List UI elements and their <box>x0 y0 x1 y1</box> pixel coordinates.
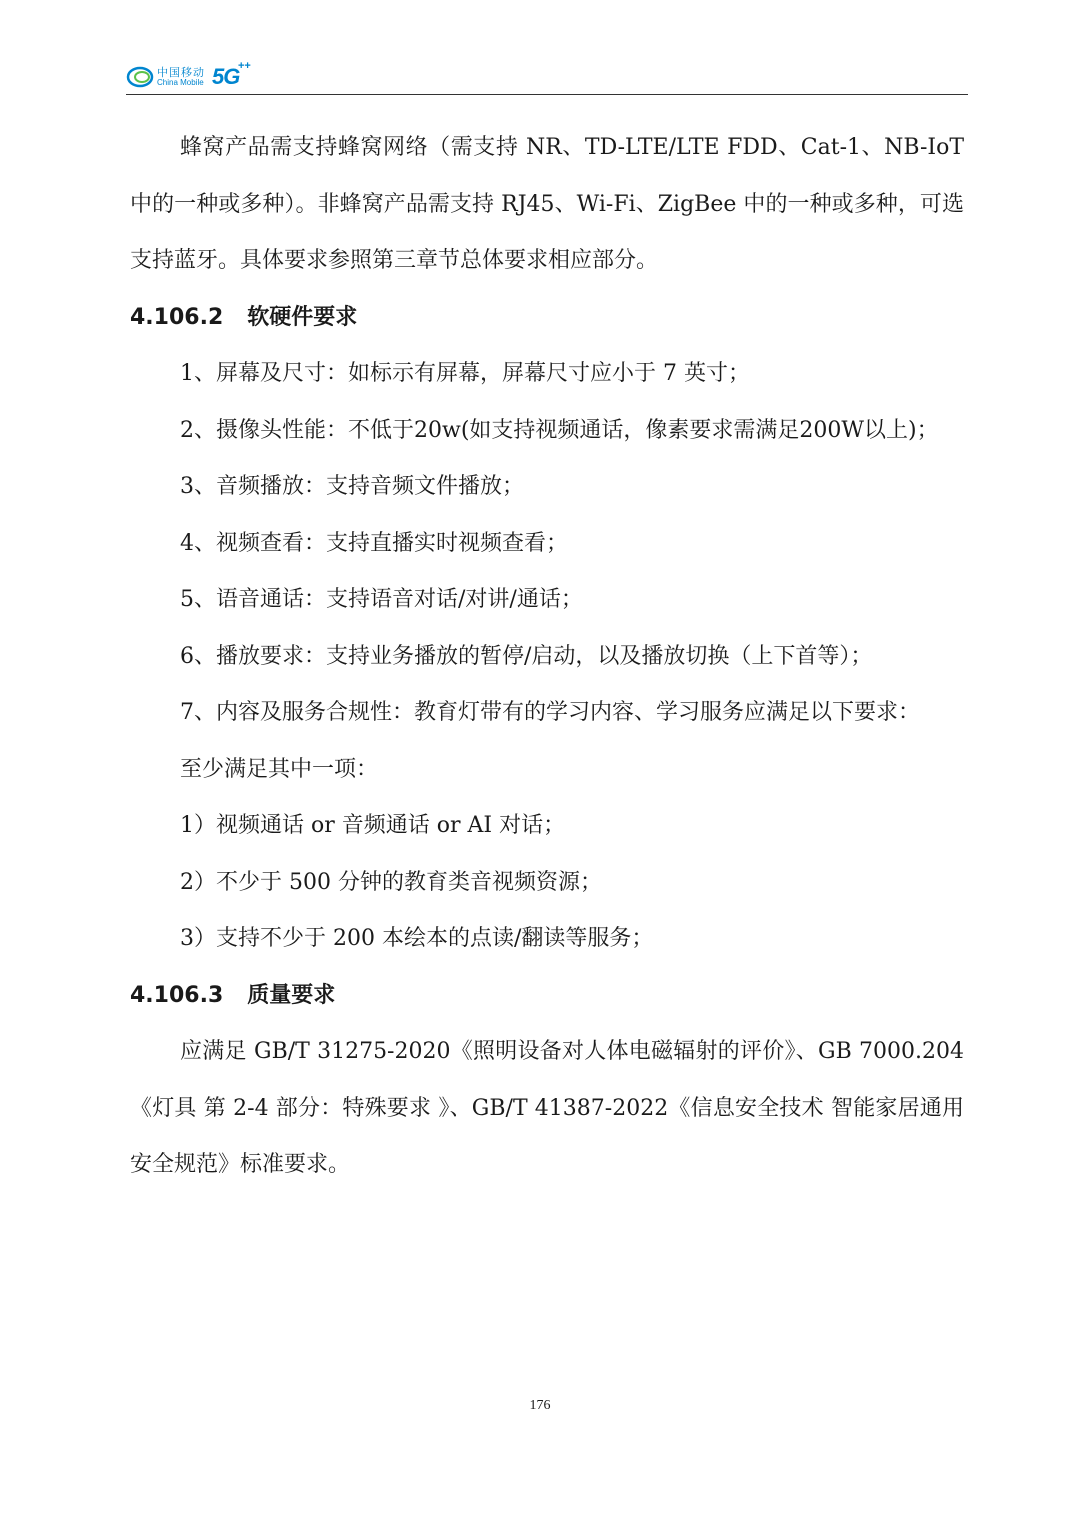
sub-requirement-item: 1）视频通话 or 音频通话 or AI 对话； <box>180 813 566 838</box>
requirement-item: 4、视频查看：支持直播实时视频查看； <box>180 530 568 556</box>
page-number: 176 <box>529 1398 551 1413</box>
section-title: 软硬件要求 <box>247 304 358 330</box>
requirement-item: 1、屏幕及尺寸：如标示有屏幕，屏幕尺寸应小于 7 英寸； <box>180 361 750 386</box>
logo-english-text: China Mobile <box>157 78 204 87</box>
requirement-item: 3、音频播放：支持音频文件播放； <box>180 474 524 499</box>
china-mobile-logo-icon <box>126 62 156 92</box>
logo-chinese-text: 中国移动 <box>157 66 205 79</box>
sub-requirement-item: 2）不少于 500 分钟的教育类音视频资源； <box>180 869 602 895</box>
section-heading-software-hardware <box>130 290 964 347</box>
requirement-item: 2、摄像头性能：不低于20w(如支持视频通话，像素要求需满足200W以上)； <box>180 417 939 443</box>
intro-paragraph: 蜂窝产品需支持蜂窝网络（需支持 NR、TD-LTE/LTE FDD、Cat-1、NB-IoT 中的一种或多种）。非蜂窝产品需支持 RJ45、Wi-Fi、ZigBee 中的一种或多种，可选支持蓝牙。具体要求参照第三章节总体要求相应部分。 <box>130 135 964 273</box>
section-number: 4.106.3 <box>130 982 224 1008</box>
quality-paragraph: 应满足 GB/T 31275-2020《照明设备对人体电磁辐射的评价》、GB 7000.204《灯具 第 2-4 部分：特殊要求 》、GB/T 41387-2022《信息安全技术 智能家居通用安全规范》标准要求。 <box>130 1039 964 1177</box>
requirement-item: 6、播放要求：支持业务播放的暂停/启动，以及播放切换（上下首等）； <box>180 643 873 669</box>
section-title: 质量要求 <box>247 982 336 1008</box>
requirement-item: 5、语音通话：支持语音对话/对讲/通话； <box>180 587 583 612</box>
logo-5g-text: 5G <box>212 64 240 89</box>
china-mobile-logo <box>126 62 256 92</box>
page-header <box>126 58 968 95</box>
sub-requirement-item: 3）支持不少于 200 本绘本的点读/翻读等服务； <box>180 926 654 951</box>
requirement-item: 7、内容及服务合规性：教育灯带有的学习内容、学习服务应满足以下要求： <box>180 700 920 725</box>
document-body <box>130 120 964 1194</box>
logo-plus-text: ++ <box>238 60 251 72</box>
section-heading-quality <box>130 968 964 1025</box>
sub-requirement-intro: 至少满足其中一项： <box>180 756 379 782</box>
section-number: 4.106.2 <box>130 304 224 330</box>
